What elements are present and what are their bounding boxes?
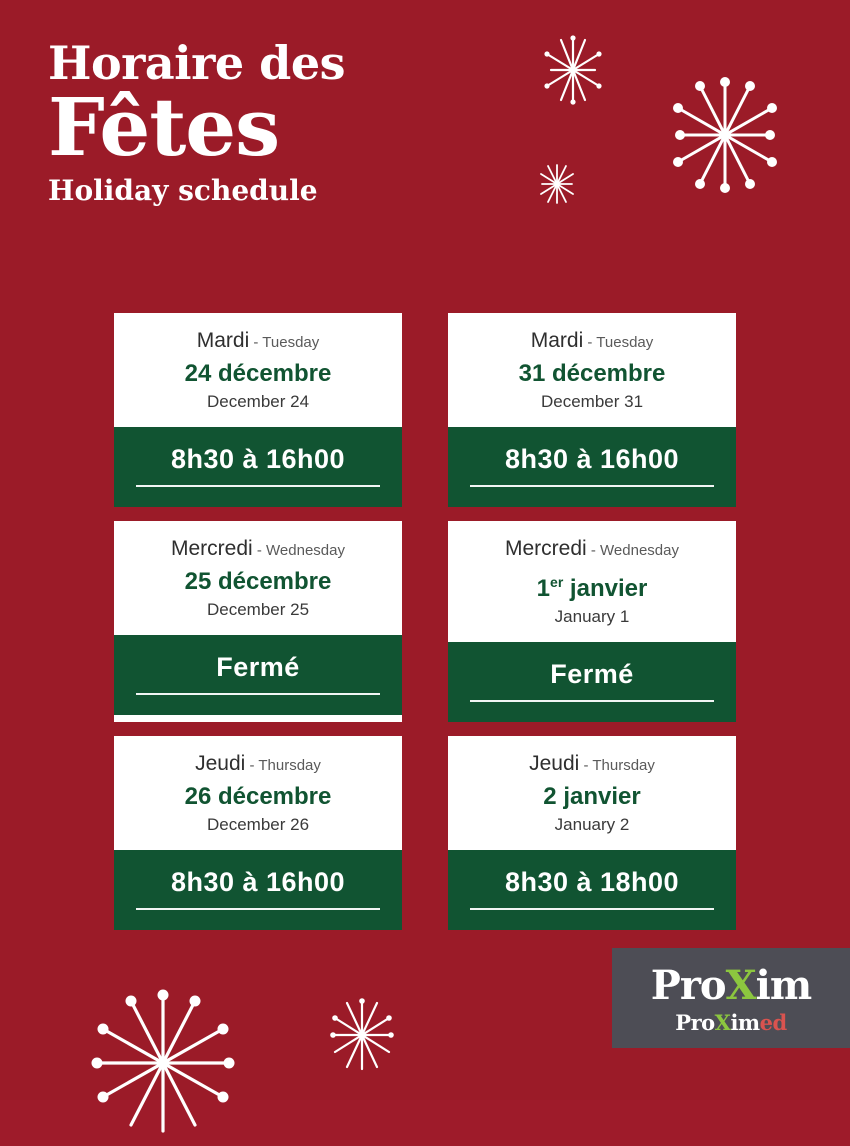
date-label-fr bbox=[458, 567, 726, 604]
day-line bbox=[124, 752, 392, 778]
date-label-en: January 1 bbox=[554, 607, 630, 626]
schedule-card bbox=[114, 736, 402, 930]
hours-underline bbox=[136, 908, 380, 910]
day-label-en: Tuesday bbox=[262, 334, 320, 351]
date-label-en: December 25 bbox=[206, 600, 310, 619]
day-label-fr: Jeudi bbox=[529, 752, 580, 775]
schedule-card bbox=[114, 521, 402, 722]
schedule-card-header bbox=[448, 521, 736, 642]
snowflake-icon bbox=[533, 160, 581, 213]
hours-underline bbox=[470, 908, 714, 910]
date-label-fr: 26 décembre bbox=[184, 783, 332, 810]
hours-underline bbox=[136, 485, 380, 487]
brand-logo-sub bbox=[612, 1010, 850, 1035]
hours-underline bbox=[470, 485, 714, 487]
day-label-en: Wednesday bbox=[266, 542, 345, 559]
schedule-card-hours bbox=[448, 642, 736, 722]
hours-value: 8h30 à 18h00 bbox=[504, 867, 680, 897]
schedule-card-header bbox=[448, 736, 736, 850]
title-subtitle: Holiday schedule bbox=[48, 174, 318, 207]
date-label-en: December 24 bbox=[206, 392, 310, 411]
date-label-en: December 31 bbox=[540, 392, 644, 411]
poster-header bbox=[48, 36, 528, 208]
day-label-fr: Mercredi bbox=[171, 537, 253, 560]
brand-logo bbox=[612, 948, 850, 1048]
day-line bbox=[124, 329, 392, 355]
hours-underline bbox=[470, 700, 714, 702]
day-label-fr: Jeudi bbox=[195, 752, 246, 775]
snowflake-icon bbox=[535, 30, 611, 115]
title-line-2: Fêtes bbox=[48, 80, 280, 174]
date-ordinal-suffix: er bbox=[550, 574, 564, 590]
day-label-en: Wednesday bbox=[600, 542, 679, 559]
hours-value: 8h30 à 16h00 bbox=[170, 867, 346, 897]
hours-value: 8h30 à 16h00 bbox=[504, 444, 680, 474]
schedule-card-hours bbox=[448, 427, 736, 507]
schedule-card-hours bbox=[114, 427, 402, 507]
schedule-grid bbox=[114, 313, 736, 944]
schedule-card-hours bbox=[114, 635, 402, 715]
day-line bbox=[458, 752, 726, 778]
day-separator: - bbox=[579, 757, 593, 774]
logo-sub-ed: ed bbox=[759, 1010, 787, 1035]
day-line bbox=[458, 329, 726, 355]
schedule-card-header bbox=[114, 521, 402, 635]
schedule-card bbox=[448, 313, 736, 507]
hours-value: Fermé bbox=[550, 659, 634, 689]
hours-value: Fermé bbox=[216, 652, 300, 682]
day-label-en: Tuesday bbox=[596, 334, 654, 351]
schedule-card bbox=[448, 736, 736, 930]
schedule-card-header bbox=[448, 313, 736, 427]
day-label-fr: Mercredi bbox=[505, 537, 587, 560]
day-label-fr: Mardi bbox=[530, 329, 584, 352]
schedule-card bbox=[448, 521, 736, 722]
day-separator: - bbox=[245, 757, 259, 774]
date-label-en: January 2 bbox=[554, 815, 630, 834]
schedule-card bbox=[114, 313, 402, 507]
snowflake-icon bbox=[660, 70, 790, 205]
snowflake-icon bbox=[85, 985, 241, 1146]
schedule-row bbox=[114, 313, 736, 507]
logo-text-pro: Pro bbox=[650, 962, 726, 1009]
hours-underline bbox=[136, 693, 380, 695]
schedule-card-hours bbox=[448, 850, 736, 930]
date-label-fr: 31 décembre bbox=[518, 360, 666, 387]
date-month: janvier bbox=[563, 575, 648, 602]
date-number: 1 bbox=[536, 575, 551, 602]
logo-sub-x-icon: X bbox=[714, 1010, 731, 1035]
logo-x-icon: X bbox=[725, 962, 756, 1009]
date-label-fr: 2 janvier bbox=[543, 783, 641, 810]
day-separator: - bbox=[586, 542, 601, 559]
date-label-fr: 24 décembre bbox=[184, 360, 332, 387]
schedule-row bbox=[114, 736, 736, 930]
logo-sub-im: im bbox=[730, 1010, 760, 1035]
day-line bbox=[124, 537, 392, 563]
day-line bbox=[458, 537, 726, 563]
date-label-fr: 25 décembre bbox=[184, 568, 332, 595]
schedule-card-header bbox=[114, 736, 402, 850]
schedule-card-hours bbox=[114, 850, 402, 930]
logo-sub-pro: Pro bbox=[675, 1010, 715, 1035]
day-label-en: Thursday bbox=[258, 757, 321, 774]
day-separator: - bbox=[583, 334, 597, 351]
schedule-card-header bbox=[114, 313, 402, 427]
day-label-fr: Mardi bbox=[196, 329, 250, 352]
snowflake-icon bbox=[325, 995, 399, 1080]
day-separator: - bbox=[249, 334, 263, 351]
schedule-row bbox=[114, 521, 736, 722]
day-label-en: Thursday bbox=[592, 757, 655, 774]
brand-logo-name bbox=[612, 964, 850, 1008]
day-separator: - bbox=[252, 542, 267, 559]
date-label-en: December 26 bbox=[206, 815, 310, 834]
hours-value: 8h30 à 16h00 bbox=[170, 444, 346, 474]
title-line-1: Horaire des bbox=[48, 36, 346, 90]
logo-text-im: im bbox=[755, 962, 812, 1009]
